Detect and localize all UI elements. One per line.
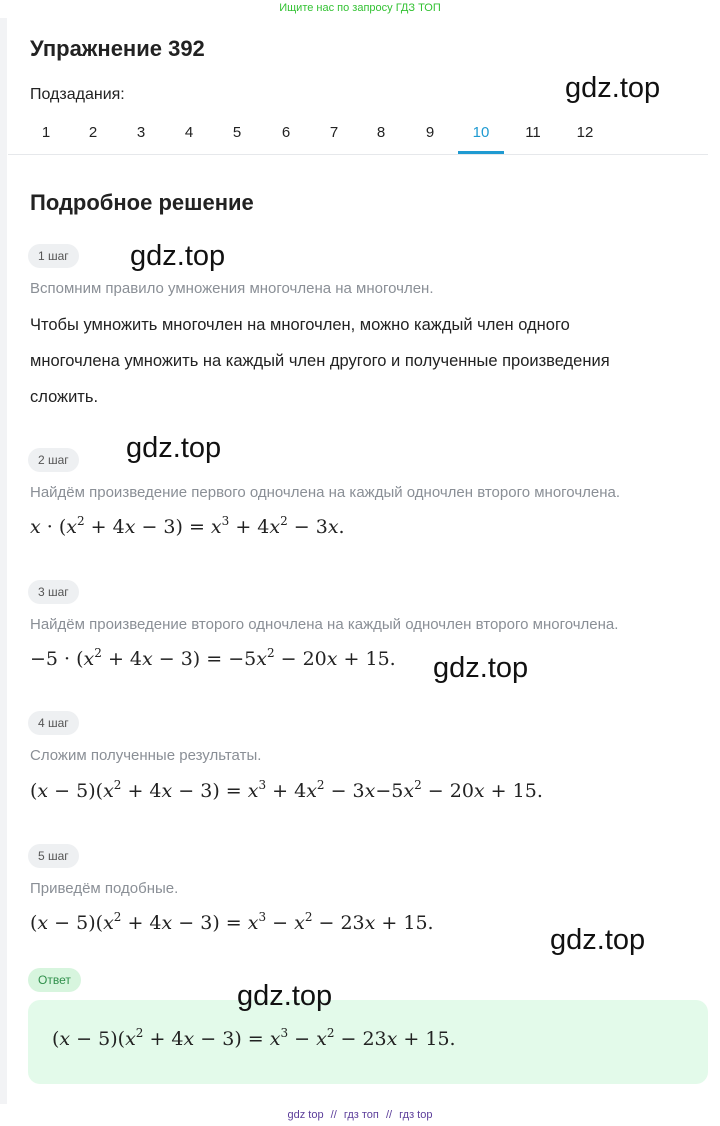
- answer-box: [28, 1000, 708, 1084]
- tab-8[interactable]: 8: [376, 124, 386, 141]
- left-border: [0, 18, 7, 1104]
- step-4-formula: $(x - 5)(x^2 + 4x - 3) = x^3 + 4x^2 - 3x-5x^2 - 20x + 15$.: [30, 778, 543, 802]
- tab-3[interactable]: 3: [136, 124, 146, 141]
- watermark: gdz.top: [433, 652, 529, 684]
- step-1-text-line-3: сложить.: [30, 388, 99, 406]
- step-2-hint: Найдём произведение первого одночлена на каждый одночлен второго многочлена.: [30, 484, 621, 501]
- step-3-formula: $-5 \cdot (x^2 + 4x - 3) = -5x^2 - 20x + 15$.: [30, 646, 396, 670]
- step-3-badge: 3 шаг: [28, 580, 79, 604]
- tab-10[interactable]: 10: [472, 124, 490, 141]
- watermark: gdz.top: [237, 980, 333, 1012]
- tab-1[interactable]: 1: [41, 124, 51, 141]
- step-4-badge: 4 шаг: [28, 711, 79, 735]
- step-5-formula: $(x - 5)(x^2 + 4x - 3) = x^3 - x^2 - 23x + 15$.: [30, 910, 434, 934]
- tab-4[interactable]: 4: [184, 124, 194, 141]
- tab-2[interactable]: 2: [88, 124, 98, 141]
- tab-9[interactable]: 9: [425, 124, 435, 141]
- solution-title: Подробное решение: [30, 190, 254, 215]
- subtask-tabs: [8, 116, 708, 155]
- active-tab-indicator: [458, 151, 504, 154]
- watermark: gdz.top: [565, 72, 661, 104]
- step-1-badge: 1 шаг: [28, 244, 79, 268]
- step-1-text-line-1: Чтобы умножить многочлен на многочлен, можно каждый член одного: [30, 316, 570, 334]
- step-3-hint: Найдём произведение второго одночлена на каждый одночлен второго многочлена.: [30, 616, 619, 633]
- tab-11[interactable]: 11: [525, 124, 541, 141]
- step-1-text: [30, 307, 710, 415]
- step-1-hint: Вспомним правило умножения многочлена на многочлен.: [30, 280, 434, 297]
- subtasks-label: Подзадания:: [30, 86, 125, 103]
- footer-link-2[interactable]: гдз топ: [343, 1109, 379, 1121]
- tab-5[interactable]: 5: [232, 124, 242, 141]
- footer-link-3[interactable]: гдз top: [399, 1109, 433, 1121]
- tab-7[interactable]: 7: [329, 124, 339, 141]
- answer-formula: $(x - 5)(x^2 + 4x - 3) = x^3 - x^2 - 23x + 15$.: [52, 1026, 456, 1050]
- footer-link-1[interactable]: gdz top: [287, 1109, 324, 1121]
- tab-6[interactable]: 6: [281, 124, 291, 141]
- step-5-hint: Приведём подобные.: [30, 880, 179, 897]
- step-4-hint: Сложим полученные результаты.: [30, 747, 262, 764]
- step-1-text-line-2: многочлена умножить на каждый член другого и полученные произведения: [30, 352, 610, 370]
- answer-badge: Ответ: [28, 968, 81, 992]
- step-2-formula: $x \cdot (x^2 + 4x - 3) = x^3 + 4x^2 - 3x$.: [30, 514, 345, 538]
- watermark: gdz.top: [550, 924, 646, 956]
- step-5-badge: 5 шаг: [28, 844, 79, 868]
- footer: [0, 1106, 720, 1124]
- watermark: gdz.top: [126, 432, 222, 464]
- watermark: gdz.top: [130, 240, 226, 272]
- footer-separator: //: [330, 1109, 337, 1121]
- footer-separator: //: [385, 1109, 393, 1121]
- tab-12[interactable]: 12: [576, 124, 594, 141]
- top-banner[interactable]: Ищите нас по запросу ГДЗ ТОП: [279, 2, 441, 14]
- step-2-badge: 2 шаг: [28, 448, 79, 472]
- exercise-title: Упражнение 392: [30, 36, 205, 61]
